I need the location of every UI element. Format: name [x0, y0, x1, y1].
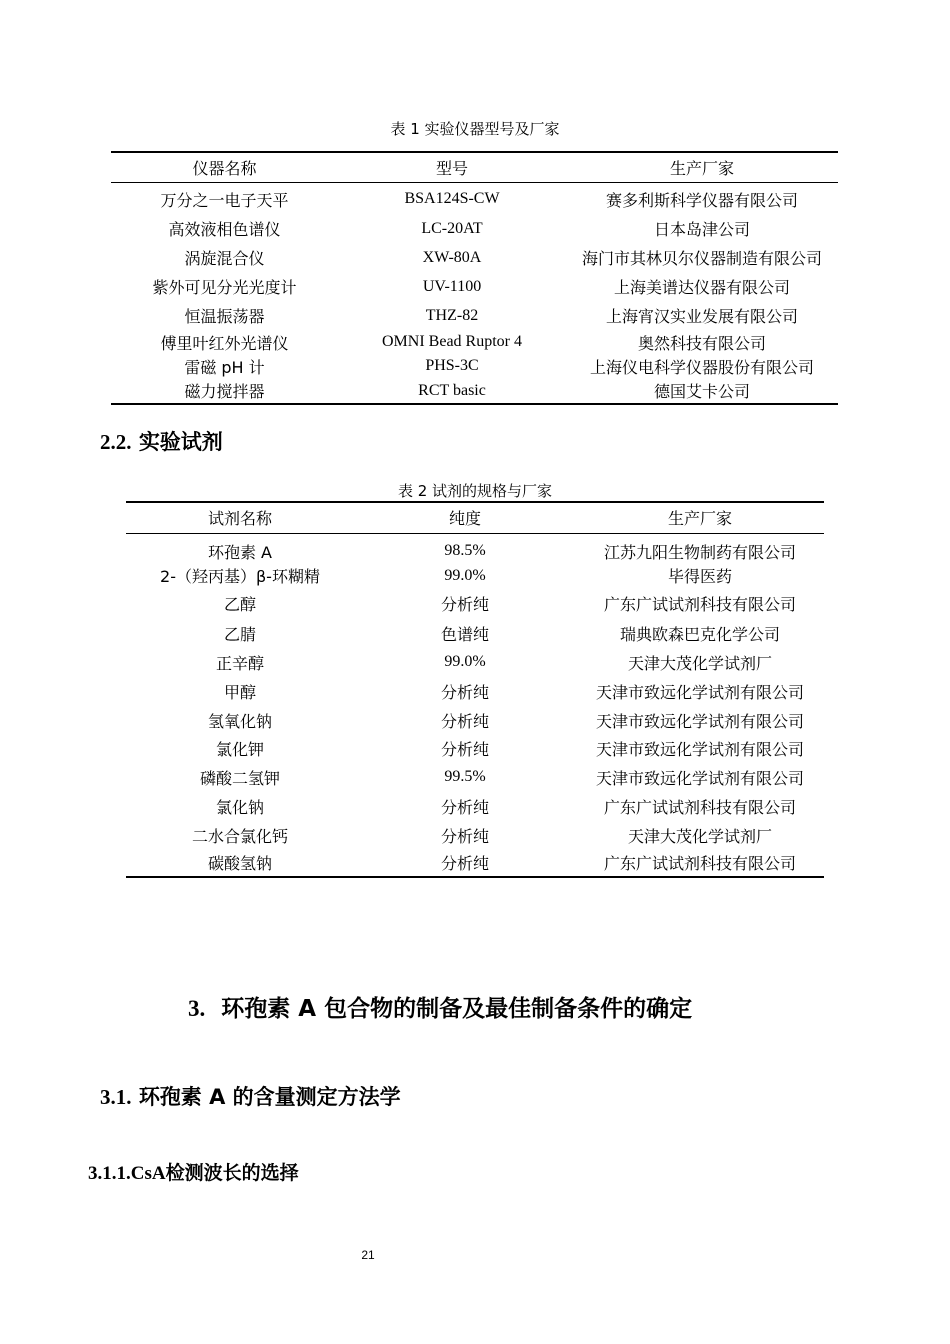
section-title: 环孢素 A 的含量测定方法学 — [138, 1085, 401, 1109]
table-cell: 分析纯 — [440, 797, 489, 817]
table-row — [126, 821, 824, 850]
table-cell: 分析纯 — [440, 854, 489, 873]
table-cell: 恒温振荡器 — [184, 307, 265, 326]
section-number: 3.1.1.CsA — [88, 1163, 166, 1184]
table-cell: 磁力搅拌器 — [184, 382, 265, 401]
section-title: 检测波长的选择 — [165, 1162, 299, 1184]
table-cell: 奥然科技有限公司 — [637, 333, 766, 353]
table-header-row — [126, 502, 824, 533]
table-row — [126, 677, 824, 706]
table-cell: 99.0% — [444, 653, 486, 670]
table-cell: 天津大茂化学试剂厂 — [627, 653, 772, 673]
table-cell: 海门市其林贝尔仪器制造有限公司 — [581, 249, 822, 268]
section-3-1-heading — [100, 1081, 401, 1111]
column-header: 仪器名称 — [111, 152, 338, 182]
table-cell: XW-80A — [422, 248, 482, 266]
section-2-2-heading — [100, 426, 223, 456]
table-row — [111, 301, 838, 330]
table-cell: 98.5% — [444, 542, 486, 559]
table-cell: 广东广试试剂科技有限公司 — [603, 595, 796, 614]
table-cell: 分析纯 — [440, 740, 489, 759]
table-cell: 2-（羟丙基）β-环糊精 — [160, 567, 320, 586]
table-cell: 二水合氯化钙 — [191, 826, 288, 846]
table-cell: 分析纯 — [440, 595, 489, 614]
table-cell: 上海宵汉实业发展有限公司 — [605, 307, 798, 326]
table-cell: 紫外可见分光光度计 — [152, 278, 297, 297]
table-cell: 分析纯 — [440, 826, 489, 846]
table-row — [111, 330, 838, 354]
section-3-1-1-heading — [88, 1158, 299, 1185]
table-cell: 天津市致远化学试剂有限公司 — [595, 768, 804, 788]
table-row — [111, 272, 838, 301]
table-row — [126, 850, 824, 877]
table-cell: 99.5% — [444, 768, 486, 785]
table-row — [126, 589, 824, 619]
table-row — [111, 243, 838, 272]
table-cell: 氢氧化钠 — [207, 711, 272, 731]
table-row — [126, 763, 824, 792]
section-number: 2.2. — [100, 430, 132, 454]
table-cell: 天津大茂化学试剂厂 — [627, 826, 772, 846]
table-cell: 色谱纯 — [440, 624, 489, 644]
table-cell: 傅里叶红外光谱仪 — [160, 333, 289, 353]
table-cell: 分析纯 — [440, 711, 489, 731]
table-cell: 分析纯 — [440, 682, 489, 702]
table-cell: 毕得医药 — [667, 567, 732, 586]
table-row — [126, 706, 824, 735]
table-cell: 万分之一电子天平 — [160, 190, 289, 210]
column-header: 生产厂家 — [566, 152, 838, 182]
table-cell: 江苏九阳生物制药有限公司 — [603, 542, 796, 562]
column-header: 生产厂家 — [576, 502, 824, 533]
table-cell: 天津市致远化学试剂有限公司 — [595, 711, 804, 731]
table-cell: 赛多利斯科学仪器有限公司 — [605, 190, 798, 210]
table-cell: 日本岛津公司 — [653, 220, 750, 239]
table-row — [111, 214, 838, 243]
table-cell: PHS-3C — [425, 357, 479, 374]
table-cell: 乙腈 — [223, 624, 256, 644]
instruments-table — [111, 151, 838, 405]
column-header: 型号 — [338, 152, 566, 182]
column-header: 试剂名称 — [126, 502, 354, 533]
table-cell: 99.0% — [444, 566, 486, 584]
table-cell: 环孢素 A — [207, 542, 273, 562]
section-number: 3. — [188, 996, 206, 1021]
table-cell: 正辛醇 — [215, 653, 264, 673]
table-cell: 上海美谱达仪器有限公司 — [613, 278, 790, 297]
table-cell: 碳酸氢钠 — [207, 854, 272, 873]
table-cell: LC-20AT — [421, 219, 483, 237]
table-row — [126, 563, 824, 589]
table-cell: BSA124S-CW — [404, 190, 500, 208]
table-cell: 高效液相色谱仪 — [168, 220, 281, 239]
table-cell: 涡旋混合仪 — [184, 249, 265, 268]
table-cell: 雷磁 pH 计 — [184, 357, 265, 377]
table-cell: 德国艾卡公司 — [653, 382, 750, 401]
table-row — [111, 378, 838, 404]
table-cell: 天津市致远化学试剂有限公司 — [595, 740, 804, 759]
table-row — [126, 792, 824, 821]
table-cell: THZ-82 — [425, 306, 479, 324]
table-cell: 氯化钠 — [215, 797, 264, 817]
table-cell: 甲醇 — [223, 682, 256, 702]
chapter-3-heading — [188, 990, 692, 1023]
table-cell: RCT basic — [418, 381, 486, 399]
table-row — [126, 735, 824, 763]
section-title: 环孢素 A 包合物的制备及最佳制备条件的确定 — [221, 996, 693, 1022]
section-title: 实验试剂 — [138, 430, 223, 454]
table-row — [126, 533, 824, 563]
table-row — [126, 648, 824, 677]
table-cell: 广东广试试剂科技有限公司 — [603, 854, 796, 873]
table-row — [111, 354, 838, 378]
table-cell: 上海仪电科学仪器股份有限公司 — [589, 357, 814, 377]
table-cell: 广东广试试剂科技有限公司 — [603, 797, 796, 817]
table-cell: 瑞典欧森巴克化学公司 — [619, 624, 780, 644]
page-number: 21 — [361, 1248, 375, 1262]
table-cell: 氯化钾 — [215, 740, 264, 759]
table-cell: 磷酸二氢钾 — [199, 768, 280, 788]
table1-caption: 表 1 实验仪器型号及厂家 — [390, 120, 560, 138]
table-cell: 天津市致远化学试剂有限公司 — [595, 682, 804, 702]
table-cell: 乙醇 — [223, 595, 256, 614]
section-number: 3.1. — [100, 1085, 132, 1109]
table-header-row — [111, 152, 838, 182]
reagents-table — [126, 501, 824, 878]
table-row — [126, 619, 824, 648]
table-row — [111, 182, 838, 214]
table2-caption: 表 2 试剂的规格与厂家 — [397, 482, 553, 500]
column-header: 纯度 — [354, 502, 576, 533]
table-cell: OMNI Bead Ruptor 4 — [382, 333, 522, 350]
table-cell: UV-1100 — [422, 277, 482, 295]
